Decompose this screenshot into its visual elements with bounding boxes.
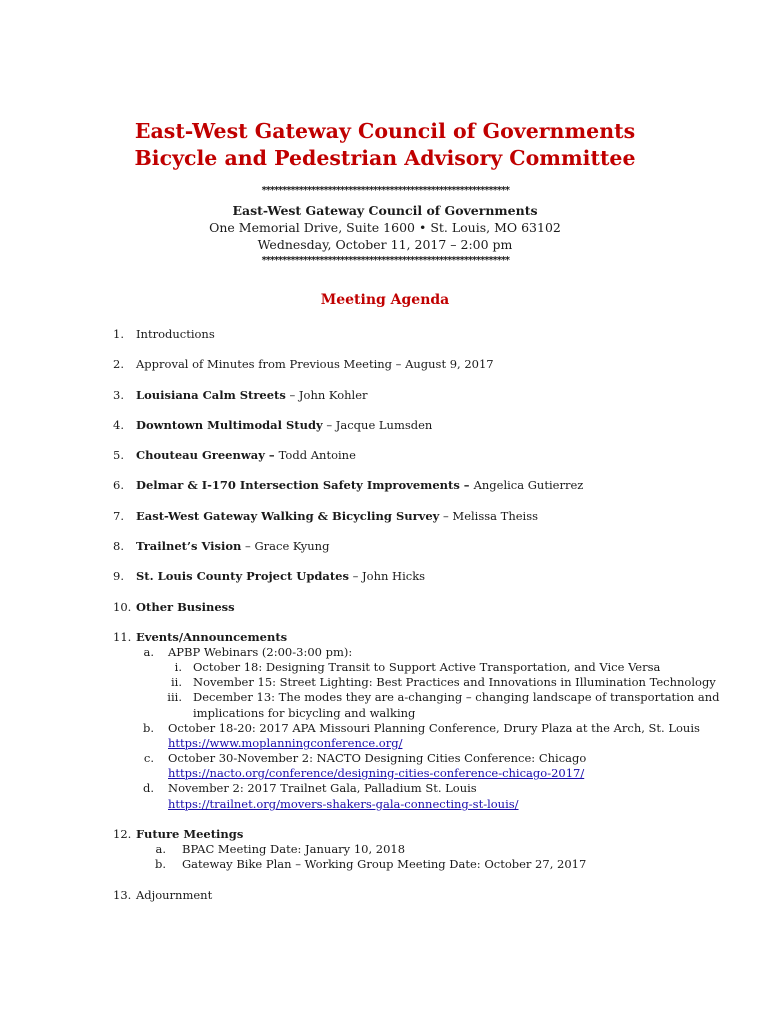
item-presenter: – Grace Kyung — [241, 539, 330, 553]
item-number: 4. — [113, 418, 124, 432]
item-text: Introductions — [136, 327, 215, 341]
item-text — [136, 448, 356, 463]
address — [0, 219, 770, 236]
future-label: b. — [154, 857, 166, 871]
item-topic: St. Louis County Project Updates — [136, 569, 349, 583]
item-number: 3. — [113, 388, 124, 402]
item-topic: Louisiana Calm Streets — [136, 388, 286, 402]
document-subtitle: Bicycle and Pedestrian Advisory Committee — [134, 146, 636, 170]
item-text: Adjournment — [136, 888, 213, 902]
event-text: October 18-20: 2017 APA Missouri Planning Conference, Drury Plaza at the Arch, St. Louis — [168, 721, 700, 735]
item-topic: Trailnet’s Vision — [136, 539, 242, 553]
event-link[interactable]: https://www.moplanningconference.org/ — [168, 736, 403, 750]
item-text — [136, 569, 425, 584]
address-street: One Memorial Drive, Suite 1600 — [209, 220, 415, 235]
webinar-text: December 13: The modes they are a-changing – changing landscape of transportation and — [193, 690, 720, 704]
item-presenter: – John Kohler — [285, 388, 368, 402]
item-number: 7. — [113, 509, 124, 523]
item-topic: Future Meetings — [136, 827, 244, 841]
future-label: a. — [155, 842, 166, 856]
item-presenter: – Jacque Lumsden — [322, 418, 433, 432]
webinar-text: November 15: Street Lighting: Best Practices and Innovations in Illumination Technology — [193, 675, 716, 689]
item-number: 2. — [113, 357, 124, 371]
webinar-label: ii. — [170, 675, 182, 689]
future-text: Gateway Bike Plan – Working Group Meeting Date: October 27, 2017 — [182, 857, 587, 871]
webinar-label: i. — [174, 660, 182, 674]
item-text — [136, 478, 583, 493]
organization-name: East-West Gateway Council of Governments — [232, 203, 538, 218]
item-presenter: Angelica Gutierrez — [473, 478, 584, 492]
document-title: East-West Gateway Council of Governments — [134, 119, 636, 143]
event-label: a. — [143, 645, 154, 659]
event-text: APBP Webinars (2:00-3:00 pm): — [168, 645, 353, 659]
item-presenter: – John Hicks — [348, 569, 426, 583]
divider-stars-top: ************************************************************ — [261, 185, 509, 196]
item-text — [136, 388, 368, 403]
bullet-separator: • — [418, 220, 427, 235]
event-label: c. — [143, 751, 154, 765]
item-number: 5. — [113, 448, 124, 462]
item-number: 8. — [113, 539, 124, 553]
item-number: 12. — [113, 827, 132, 841]
item-topic: Events/Announcements — [136, 630, 288, 644]
item-topic: Chouteau Greenway – — [136, 448, 279, 462]
item-text — [136, 509, 538, 524]
meeting-datetime: Wednesday, October 11, 2017 – 2:00 pm — [257, 237, 513, 252]
divider-stars-bottom: ************************************************************ — [261, 255, 509, 266]
item-number: 10. — [113, 600, 132, 614]
event-label: b. — [142, 721, 154, 735]
event-link[interactable]: https://trailnet.org/movers-shakers-gala-connecting-st-louis/ — [168, 797, 519, 811]
webinar-label: iii. — [167, 690, 182, 704]
item-number: 13. — [113, 888, 132, 902]
item-topic: Delmar & I-170 Intersection Safety Improvements – — [136, 478, 474, 492]
address-city: St. Louis, MO 63102 — [430, 220, 561, 235]
webinar-text-continued: implications for bicycling and walking — [193, 706, 416, 720]
webinar-text: October 18: Designing Transit to Support Active Transportation, and Vice Versa — [193, 660, 661, 674]
event-text: November 2: 2017 Trailnet Gala, Palladium St. Louis — [168, 781, 477, 795]
event-link[interactable]: https://nacto.org/conference/designing-cities-conference-chicago-2017/ — [168, 766, 585, 780]
item-text: Approval of Minutes from Previous Meeting – August 9, 2017 — [136, 357, 494, 371]
item-number: 1. — [113, 327, 124, 341]
agenda-title: Meeting Agenda — [320, 292, 450, 308]
item-presenter: Todd Antoine — [278, 448, 356, 462]
item-number: 9. — [113, 569, 124, 583]
item-number: 6. — [113, 478, 124, 492]
item-number: 11. — [113, 630, 132, 644]
item-topic: East-West Gateway Walking & Bicycling Survey — [136, 509, 440, 523]
item-presenter: – Melissa Theiss — [439, 509, 539, 523]
item-topic: Downtown Multimodal Study — [136, 418, 323, 432]
future-text: BPAC Meeting Date: January 10, 2018 — [182, 842, 406, 856]
event-label: d. — [142, 781, 154, 795]
event-text: October 30-November 2: NACTO Designing Cities Conference: Chicago — [168, 751, 587, 765]
item-text — [136, 418, 432, 433]
item-text — [136, 539, 329, 554]
item-topic: Other Business — [136, 600, 235, 614]
